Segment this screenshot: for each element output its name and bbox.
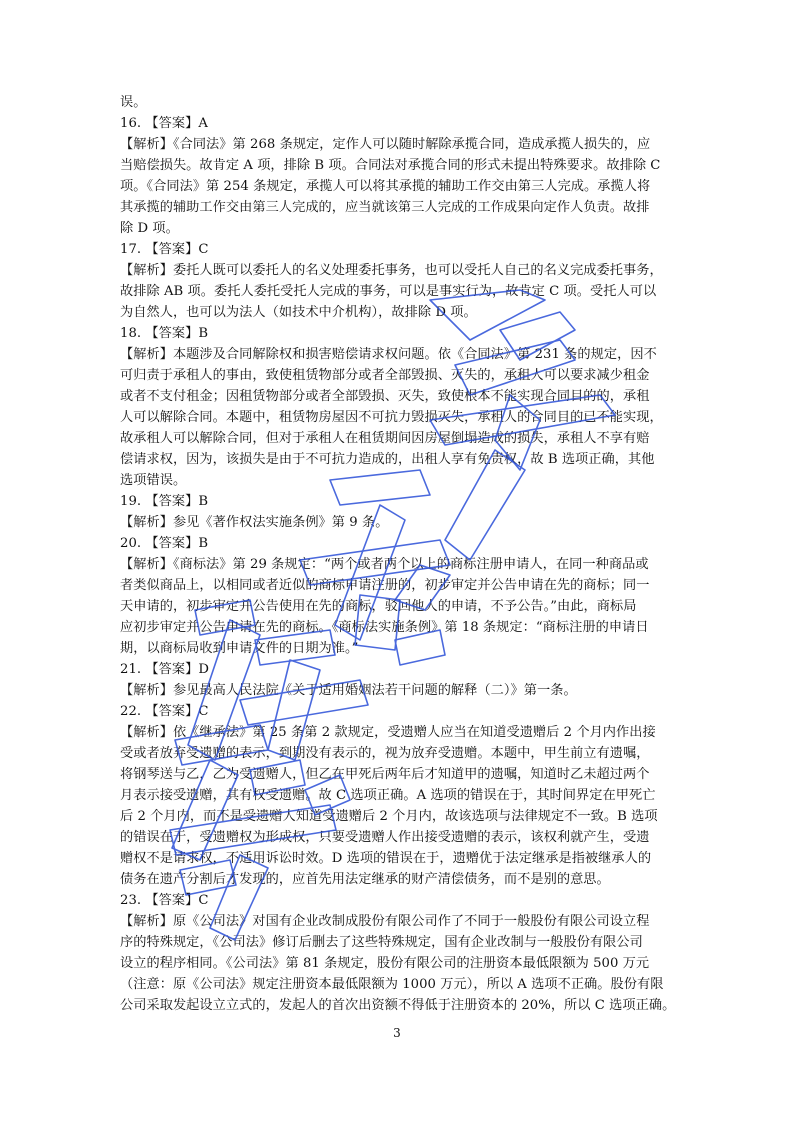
text-line: 的错误在于，受遗赠权为形成权，只要受遗赠人作出接受遗赠的表示，该权利就产生，受遗 <box>120 830 650 845</box>
answer-line: 18. 【答案】B <box>120 326 209 341</box>
text-line: 当赔偿损失。故肯定 A 项，排除 B 项。合同法对承揽合同的形式未提出特殊要求。故排除 C <box>120 158 661 173</box>
page-number: 3 <box>393 1026 401 1040</box>
text-line: 【解析】原《公司法》对国有企业改制成股份有限公司作了不同于一般股份有限公司设立程 <box>120 914 650 929</box>
text-line: 赠权不是请求权，不适用诉讼时效。D 选项的错误在于，遗赠优于法定继承是指被继承人的 <box>120 851 652 866</box>
text-line: 将钢琴送与乙，乙为受遗赠人，但乙在甲死后两年后才知道甲的遗嘱，知道时乙未超过两个 <box>120 767 650 782</box>
answer-line: 22. 【答案】C <box>120 704 209 719</box>
text-line: 为自然人，也可以为法人（如技术中介机构），故排除 D 项。 <box>120 305 477 320</box>
text-line: 其承揽的辅助工作交由第三人完成的，应当就该第三人完成的工作成果向定作人负责。故排 <box>120 200 650 215</box>
text-line: 人可以解除合同。本题中，租赁物房屋因不可抗力毁损灭失，承租人的合同目的已不能实现， <box>120 410 663 425</box>
document-body <box>120 92 676 1016</box>
answer-line: 19. 【答案】B <box>120 494 209 509</box>
text-line: 选项错误。 <box>120 473 187 488</box>
text-line: 受或者放弃受遗赠的表示，到期没有表示的，视为放弃受遗赠。本题中，甲生前立有遗嘱， <box>120 746 650 761</box>
text-line: 期，以商标局收到申请文件的日期为准。” <box>120 641 359 656</box>
text-line: 【解析】本题涉及合同解除权和损害赔偿请求权问题。依《合同法》第 231 条的规定，因不 <box>120 347 657 362</box>
text-line: 除 D 项。 <box>120 221 179 236</box>
answer-line: 17. 【答案】C <box>120 242 209 257</box>
text-line: 天申请的，初步审定并公告使用在先的商标，驳回他人的申请，不予公告。”由此，商标局 <box>120 599 637 614</box>
answer-line: 21. 【答案】D <box>120 662 209 677</box>
text-line: 债务在遗产分割后才发现的，应首先用法定继承的财产清偿债务，而不是别的意思。 <box>120 872 610 887</box>
text-line: 者类似商品上，以相同或者近似的商标申请注册的，初步审定并公告申请在先的商标；同一 <box>120 578 650 593</box>
text-line: 【解析】《商标法》第 29 条规定：“两个或者两个以上的商标注册申请人，在同一种商品或 <box>120 557 649 572</box>
text-line: 【解析】《合同法》第 268 条规定，定作人可以随时解除承揽合同，造成承揽人损失的，应 <box>120 137 651 152</box>
answer-line: 16. 【答案】A <box>120 116 208 131</box>
text-line: 故排除 AB 项。委托人委托受托人完成的事务，可以是事实行为，故肯定 C 项。受托人可以 <box>120 284 657 299</box>
text-line: 月表示接受遗赠，其有权受遗赠。故 C 选项正确。A 选项的错误在于，其时间界定在甲死亡 <box>120 788 656 803</box>
text-line: 【解析】参见最高人民法院《关于适用婚姻法若干问题的解释（二）》第一条。 <box>120 683 577 698</box>
text-line: （注意：原《公司法》规定注册资本最低限额为 1000 万元），所以 A 选项不正确。股份有限 <box>120 977 664 992</box>
text-line: 后 2 个月内，而不是受遗赠人知道受遗赠后 2 个月内，故该选项与法律规定不一致。B 选项 <box>120 809 658 824</box>
text-line: 误。 <box>120 95 147 110</box>
text-line: 公司采取发起设立立式的，发起人的首次出资额不得低于注册资本的 20%，所以 C 选项正确。 <box>120 998 676 1013</box>
text-line: 或者不支付租金；因租赁物部分或者全部毁损、灭失，致使根本不能实现合同目的的，承租 <box>120 389 650 404</box>
text-line: 【解析】依《继承法》第 25 条第 2 款规定，受遗赠人应当在知道受遗赠后 2 个月内作出接 <box>120 725 656 740</box>
text-line: 设立的程序相同。《公司法》第 81 条规定，股份有限公司的注册资本最低限额为 500 万元 <box>120 956 650 971</box>
text-line: 偿请求权，因为，该损失是由于不可抗力造成的，出租人享有免责权，故 B 选项正确，其他 <box>120 452 655 467</box>
text-line: 【解析】参见《著作权法实施条例》第 9 条。 <box>120 515 389 530</box>
text-line: 应初步审定并公告申请在先的商标。《商标法实施条例》第 18 条规定：“商标注册的申请日 <box>120 620 649 635</box>
text-line: 【解析】委托人既可以委托人的名义处理委托事务，也可以受托人自己的名义完成委托事务， <box>120 263 663 278</box>
text-line: 项。《合同法》第 254 条规定，承揽人可以将其承揽的辅助工作交由第三人完成。承揽人将 <box>120 179 651 194</box>
answer-line: 23. 【答案】C <box>120 893 209 908</box>
text-line: 序的特殊规定，《公司法》修订后删去了这些特殊规定，国有企业改制与一般股份有限公司 <box>120 935 643 950</box>
answer-line: 20. 【答案】B <box>120 536 209 551</box>
text-line: 故承租人可以解除合同，但对于承租人在租赁期间因房屋倒塌造成的损失，承租人不享有赔 <box>120 431 650 446</box>
text-line: 可归责于承租人的事由，致使租赁物部分或者全部毁损、灭失的，承租人可以要求减少租金 <box>120 368 650 383</box>
